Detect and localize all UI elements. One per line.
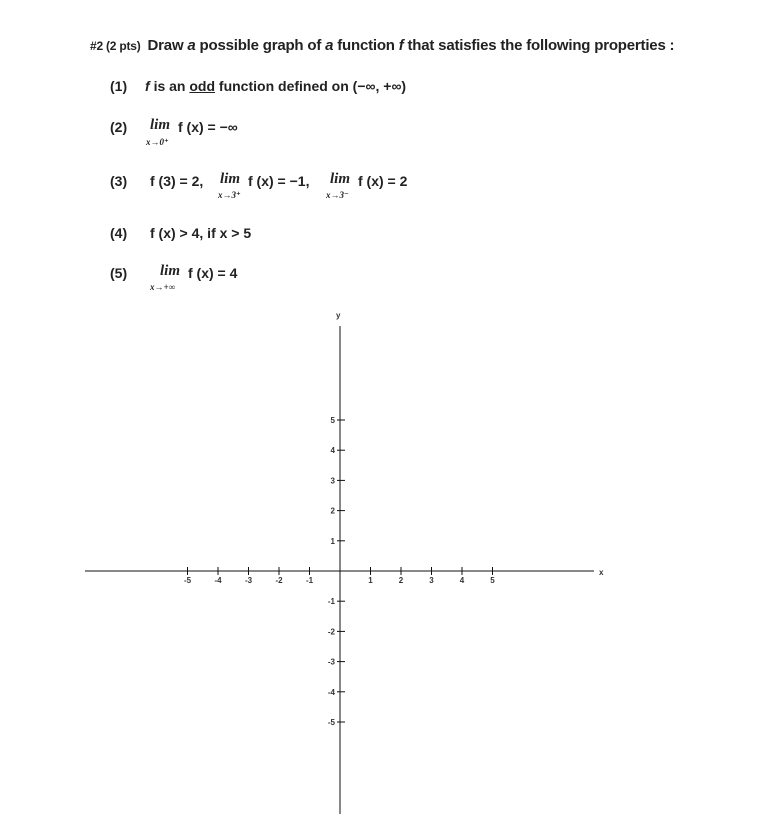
limit-expression: f (x) = 2 (358, 173, 408, 189)
x-tick-label: 1 (368, 576, 373, 585)
property-text: odd (189, 78, 216, 94)
x-tick-label: 4 (459, 576, 465, 585)
limit-subscript: x→3⁺ (218, 190, 241, 200)
prompt-part: f (398, 37, 404, 54)
property-label: (1) (110, 78, 128, 94)
property-label: (2) (110, 119, 128, 135)
property-text: f (145, 78, 150, 94)
y-tick-label: -5 (327, 718, 335, 727)
property-label: (3) (110, 173, 128, 189)
x-tick-label: -4 (214, 576, 222, 585)
property-text: function defined on (−∞, +∞) (215, 78, 407, 94)
limit-operator: lim (160, 263, 181, 279)
property-label: (4) (110, 225, 128, 241)
limit-expression: f (x) = −1, (248, 173, 310, 189)
limit-operator: lim (330, 171, 351, 187)
problem-points: (2 pts) (105, 39, 141, 53)
problem-number: #2 (90, 39, 103, 53)
limit-subscript: x→0⁺ (146, 137, 169, 147)
x-tick-label: 2 (398, 576, 404, 585)
property-label: (5) (110, 265, 128, 281)
property-text: f (3) = 2, (150, 173, 204, 189)
x-tick-label: -5 (183, 576, 192, 585)
x-tick-label: 3 (429, 576, 434, 585)
y-tick-label: 2 (330, 506, 335, 516)
limit-expression: f (x) = −∞ (178, 119, 238, 135)
y-tick-label: -2 (327, 627, 335, 637)
x-tick-label: -2 (275, 576, 283, 585)
y-tick-label: -3 (327, 657, 335, 667)
limit-expression: f (x) = 4 (188, 265, 238, 281)
y-tick-label: -4 (327, 687, 335, 697)
property-text: f (x) > 4, if x > 5 (150, 225, 252, 241)
prompt-part: a (187, 37, 196, 54)
x-tick-label: 5 (490, 576, 495, 585)
x-tick-label: -3 (244, 576, 253, 585)
y-axis-label: y (336, 311, 341, 320)
property-text: is an (149, 78, 190, 94)
y-tick-label: 1 (330, 536, 335, 546)
x-axis-label: x (599, 568, 604, 577)
y-tick-label: 3 (330, 476, 335, 486)
prompt-part: a (325, 37, 334, 54)
x-tick-label: -1 (305, 576, 314, 585)
y-tick-label: 5 (330, 416, 335, 425)
limit-subscript: x→3⁻ (326, 190, 349, 200)
y-tick-label: -1 (327, 597, 335, 607)
prompt-part: that satisfies the following properties : (403, 37, 675, 54)
limit-operator: lim (150, 117, 171, 133)
prompt-part: function (333, 37, 399, 54)
prompt-part: Draw (147, 37, 188, 54)
limit-subscript: x→+∞ (150, 282, 176, 292)
y-tick-label: 4 (330, 446, 335, 456)
prompt-part: possible graph of (195, 37, 326, 54)
limit-operator: lim (220, 171, 241, 187)
